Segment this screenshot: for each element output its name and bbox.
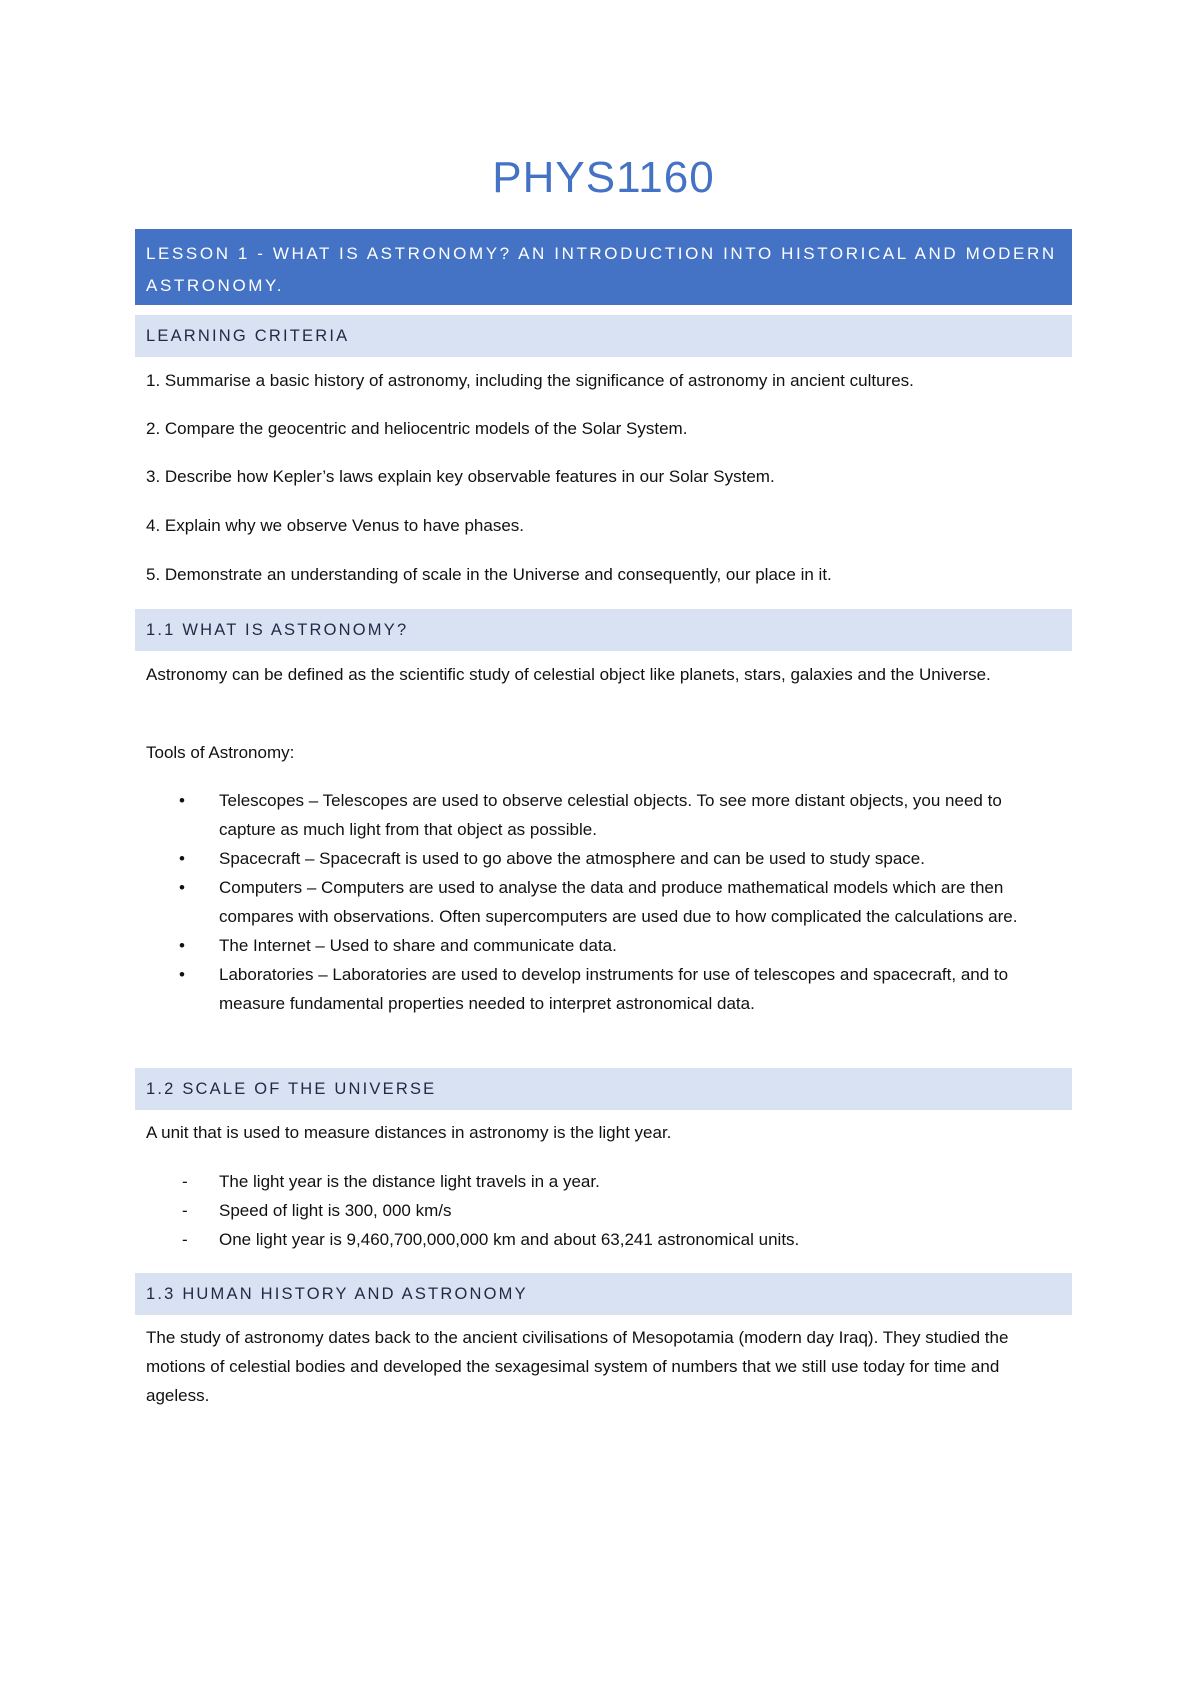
tools-list (135, 786, 1072, 1018)
section-1-3-heading: 1.3 HUMAN HISTORY AND ASTRONOMY (135, 1273, 1072, 1315)
criteria-item: 2. Compare the geocentric and heliocentric models of the Solar System. (146, 419, 688, 438)
tool-text: The Internet – Used to share and communicate data. (219, 936, 617, 955)
bullet-marker: • (179, 791, 185, 810)
section-1-3-body: The study of astronomy dates back to the ancient civilisations of Mesopotamia (modern day Iraq). They studied the motions of celestial bodies and developed the sexagesimal system of numbers that we still use today for time and ageless. (146, 1328, 1009, 1405)
bullet-marker: • (179, 936, 185, 955)
fact-text: The light year is the distance light travels in a year. (219, 1172, 600, 1191)
list-item (135, 873, 1072, 931)
dash-marker: - (182, 1172, 188, 1191)
bullet-marker: • (179, 965, 185, 984)
fact-text: Speed of light is 300, 000 km/s (219, 1201, 452, 1220)
bullet-marker: • (179, 878, 185, 897)
criteria-item: 5. Demonstrate an understanding of scale in the Universe and consequently, our place in it. (146, 565, 832, 584)
section-1-2-intro: A unit that is used to measure distances in astronomy is the light year. (146, 1123, 672, 1142)
section-1-1-intro: Astronomy can be defined as the scientific study of celestial object like planets, stars, galaxies and the Universe. (146, 665, 991, 684)
criteria-item: 3. Describe how Kepler’s laws explain key observable features in our Solar System. (146, 467, 775, 486)
section-1-1-heading: 1.1 WHAT IS ASTRONOMY? (135, 609, 1072, 651)
dash-marker: - (182, 1201, 188, 1220)
document-title: PHYS1160 (492, 153, 715, 202)
tool-text: Laboratories – Laboratories are used to develop instruments for use of telescopes and spacecraft, and to measure fundamental properties needed to interpret astronomical data. (219, 965, 1009, 1013)
list-item (135, 786, 1072, 844)
tool-text: Computers – Computers are used to analyse the data and produce mathematical models which are then compares with observations. Often supercomputers are used due to how complicated the calculations are. (219, 878, 1018, 926)
tools-label: Tools of Astronomy: (146, 743, 295, 762)
tool-text: Telescopes – Telescopes are used to observe celestial objects. To see more distant objects, you need to capture as much light from that object as possible. (219, 791, 1002, 839)
lesson-heading-banner: LESSON 1 - WHAT IS ASTRONOMY? AN INTRODUCTION INTO HISTORICAL AND MODERN ASTRONOMY. (135, 229, 1072, 305)
list-item (135, 960, 1072, 1018)
dash-marker: - (182, 1230, 188, 1249)
fact-text: One light year is 9,460,700,000,000 km and about 63,241 astronomical units. (219, 1230, 800, 1249)
list-item (135, 1225, 1072, 1254)
list-item (135, 931, 1072, 960)
criteria-item: 4. Explain why we observe Venus to have phases. (146, 516, 525, 535)
learning-criteria-heading: LEARNING CRITERIA (135, 315, 1072, 357)
tool-text: Spacecraft – Spacecraft is used to go above the atmosphere and can be used to study space. (219, 849, 925, 868)
list-item (135, 844, 1072, 873)
section-1-2-heading: 1.2 SCALE OF THE UNIVERSE (135, 1068, 1072, 1110)
light-year-facts (135, 1167, 1072, 1254)
list-item (135, 1196, 1072, 1225)
list-item (135, 1167, 1072, 1196)
bullet-marker: • (179, 849, 185, 868)
criteria-item: 1. Summarise a basic history of astronomy, including the significance of astronomy in ancient cultures. (146, 371, 914, 390)
